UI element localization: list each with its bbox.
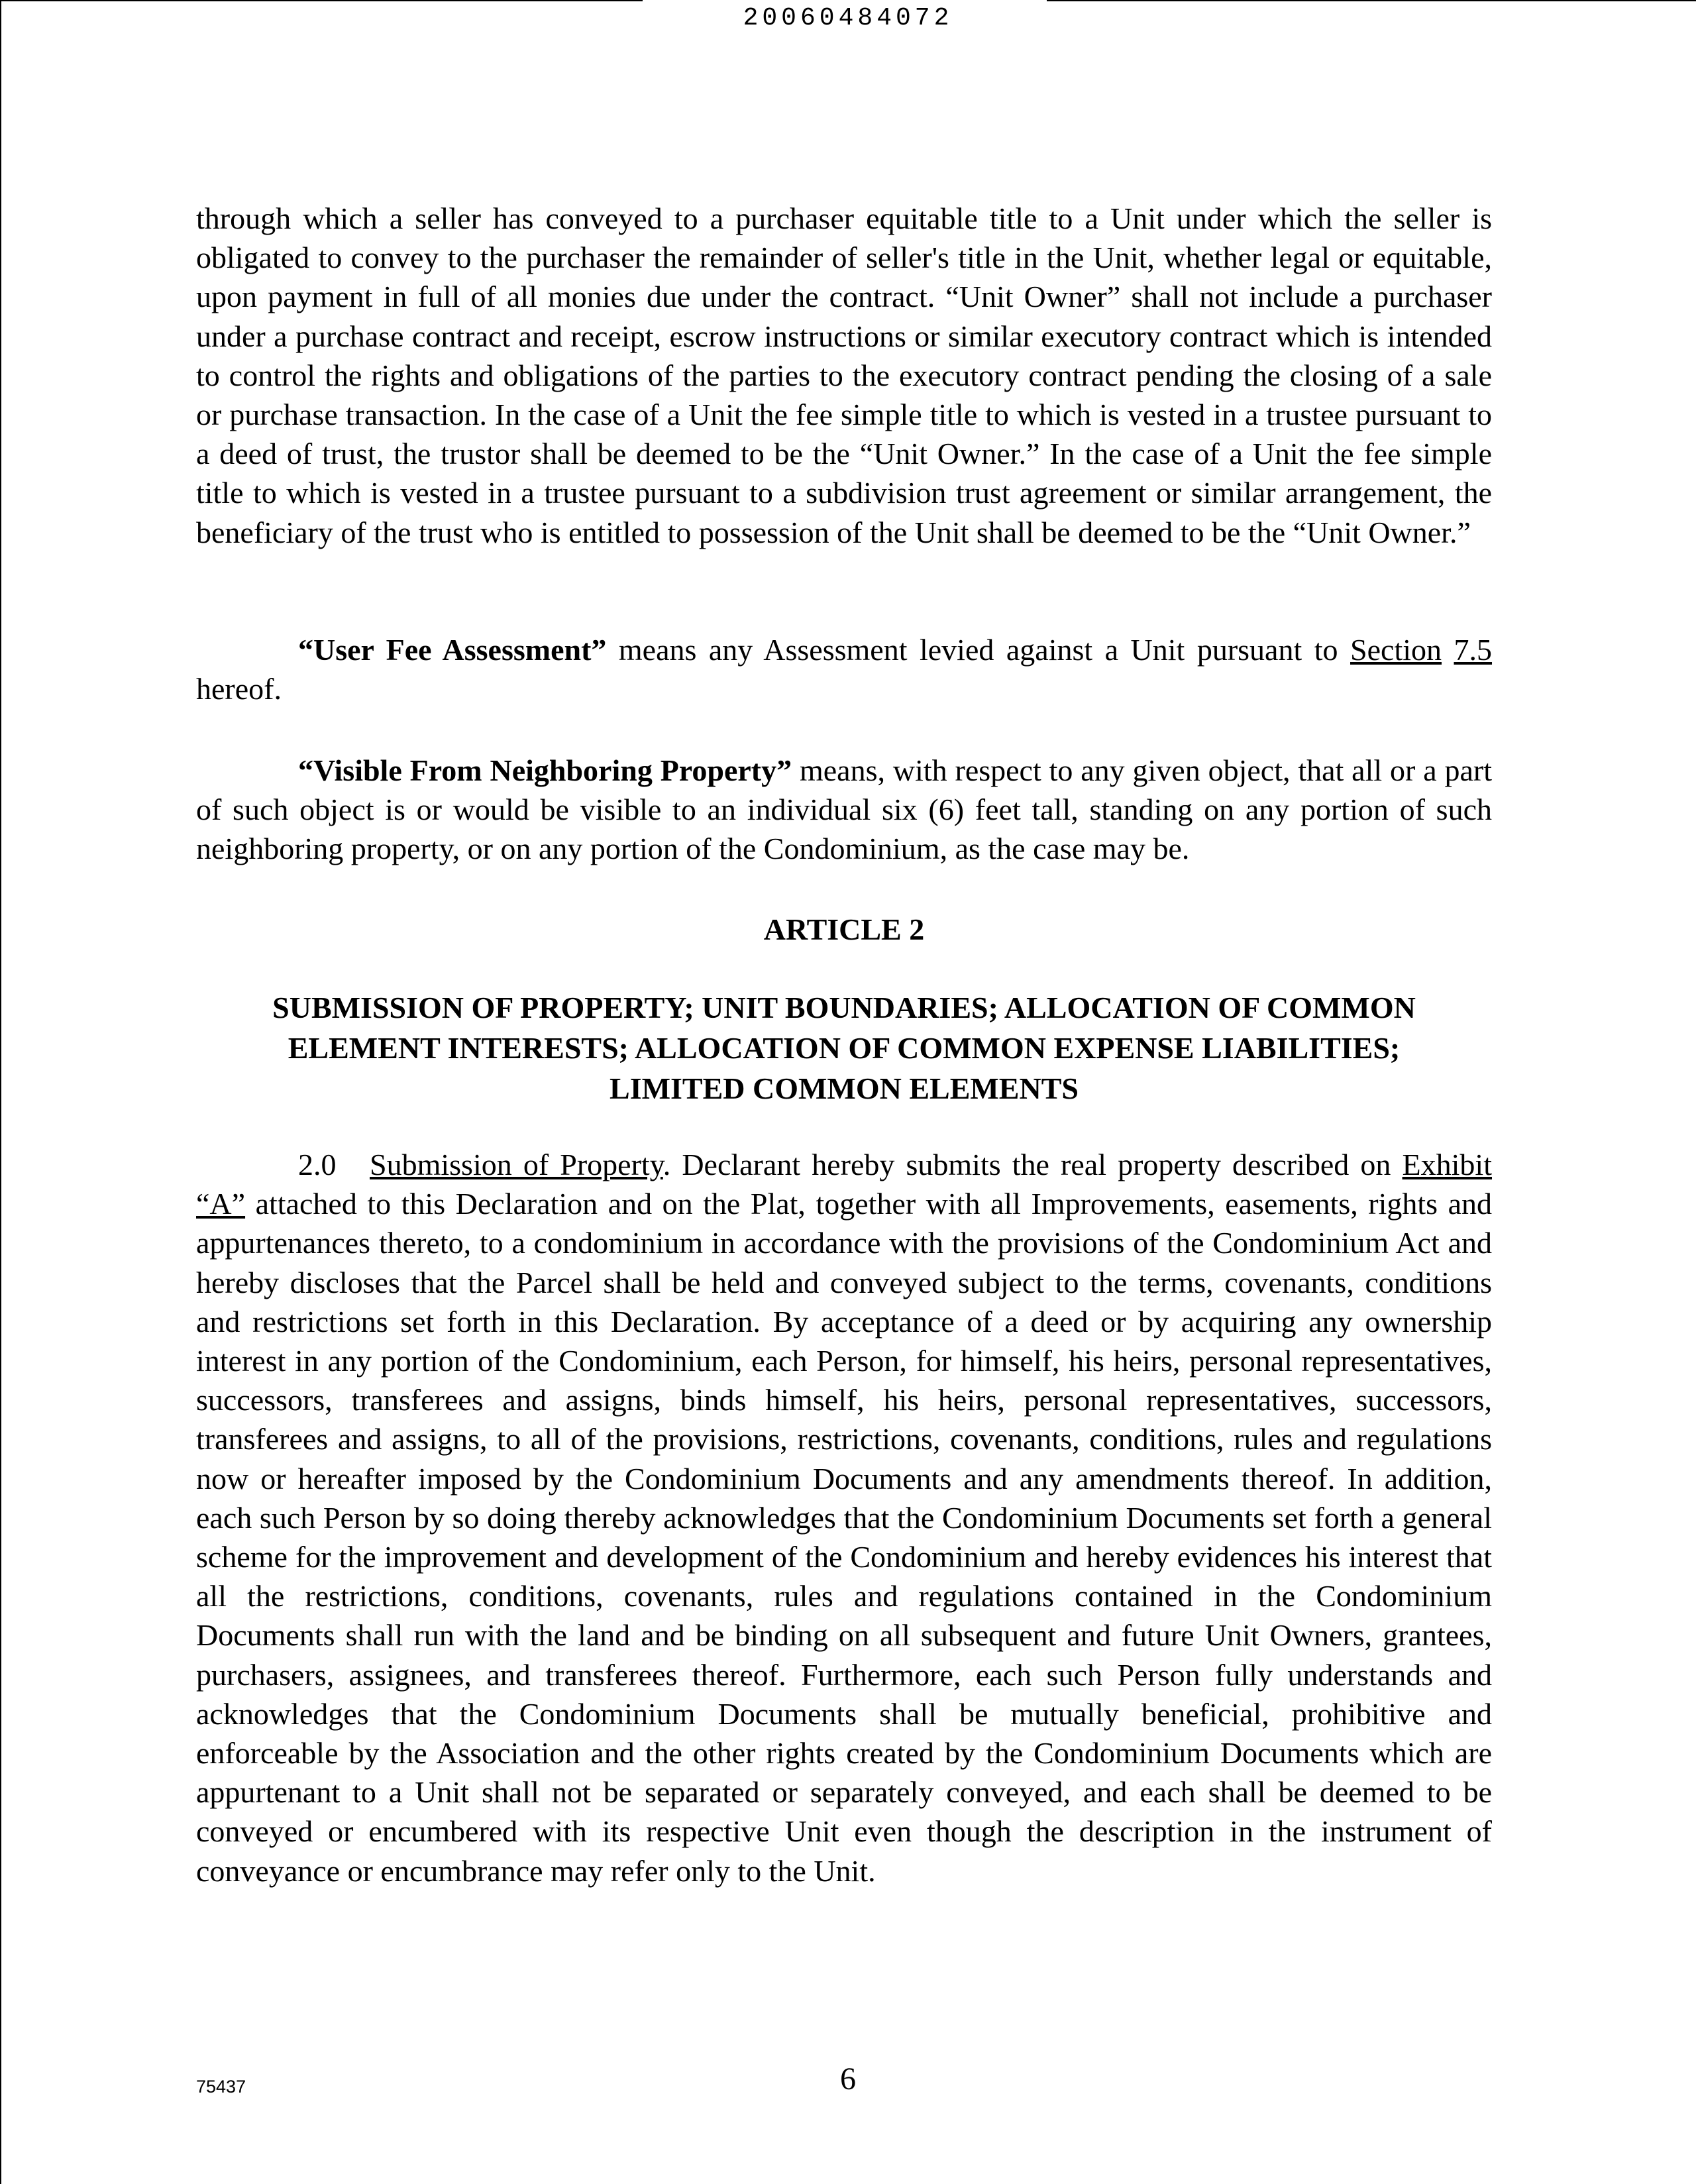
definition-visible-from-neighboring-property [196,751,1492,869]
definition-text-end: hereof. [196,672,282,706]
article-title-line: SUBMISSION OF PROPERTY; UNIT BOUNDARIES; ALLOCATION OF COMMON [272,991,1416,1024]
section-heading-period: . [662,1148,671,1181]
article-title-line: LIMITED COMMON ELEMENTS [610,1071,1079,1105]
top-rule-right [1047,0,1696,1]
definition-text: means any Assessment levied against a Unit pursuant to [606,633,1351,667]
section-number-link[interactable]: 7.5 [1454,633,1493,667]
article-title [196,987,1492,1109]
page-number: 6 [840,2061,856,2097]
section-text: Declarant hereby submits the real property described on [670,1148,1403,1181]
article-number: ARTICLE 2 [763,912,925,946]
section-heading: Submission of Property [370,1148,663,1181]
article-title-line: ELEMENT INTERESTS; ALLOCATION OF COMMON EXPENSE LIABILITIES; [288,1031,1401,1065]
definition-term: “User Fee Assessment” [298,633,607,667]
definition-term: “Visible From Neighboring Property” [298,753,792,787]
continuation-paragraph: through which a seller has conveyed to a purchaser equitable title to a Unit under which the seller is obligated to convey to the purchaser the remainder of seller's title in the Unit, whether legal or equitable, upon payment in full of all monies due under the contract. “Unit Owner” shall not include a purchaser under a purchase contract and receipt, escrow instructions or similar executory contract which is intended to control the rights and obligations of the parties to the executory contract pending the closing of a sale or purchase transaction. In the case of a Unit the fee simple title to which is vested in a trustee pursuant to a deed of trust, the trustor shall be deemed to be the “Unit Owner.” In the case of a Unit the fee simple title to which is vested in a trustee pursuant to a subdivision trust agreement or similar arrangement, the beneficiary of the trust who is entitled to possession of the Unit shall be deemed to be the “Unit Owner.” [196,201,1492,549]
definition-text: means, with respect to any given object, that all or a part of such object is or would be visible to an individual six (6) feet tall, standing on any portion of such neighboring property, or on any portion of the Condominium, as the case may be. [196,753,1492,866]
section-2-0-paragraph [196,1145,1492,1890]
word-space [1442,633,1454,667]
recording-number: 20060484072 [743,4,953,32]
left-margin-line [0,0,1,2184]
document-code: 75437 [196,2077,246,2097]
section-text-continued: attached to this Declaration and on the Plat, together with all Improvements, easements, rights and appurtenances thereto, to a condominium in accordance with the provisions of the Condominium Act and hereby discloses that the Parcel shall be held and conveyed subject to the terms, covenants, conditions and restrictions set forth in this Declaration. By acceptance of a deed or by acquiring any ownership interest in any portion of the Condominium, each Person, for himself, his heirs, personal representatives, successors, transferees and assigns, binds himself, his heirs, personal representatives, successors, transferees and assigns, to all of the provisions, restrictions, covenants, conditions, rules and regulations now or hereafter imposed by the Condominium Documents and any amendments thereof. In addition, each such Person by so doing thereby acknowledges that the Condominium Documents set forth a general scheme for the improvement and development of the Condominium and hereby evidences his interest that all the restrictions, conditions, covenants, rules and regulations contained in the Condominium Documents shall run with the land and be binding on all subsequent and future Unit Owners, grantees, purchasers, assignees, and transferees thereof. Furthermore, each such Person fully understands and acknowledges that the Condominium Documents shall be mutually beneficial, prohibitive and enforceable by the Association and the other rights created by the Condominium Documents which are appurtenant to a Unit shall not be separated or separately conveyed, and each shall be deemed to be conveyed or encumbered with its respective Unit even though the description in the instrument of conveyance or encumbrance may refer only to the Unit. [196,1187,1492,1888]
section-number: 2.0 [298,1148,337,1181]
exhibit-reference-link[interactable]: Exhibit “A” [196,1148,1492,1221]
top-rule-left [0,0,643,1]
definition-user-fee-assessment [196,630,1492,708]
section-reference-link[interactable]: Section [1350,633,1442,667]
